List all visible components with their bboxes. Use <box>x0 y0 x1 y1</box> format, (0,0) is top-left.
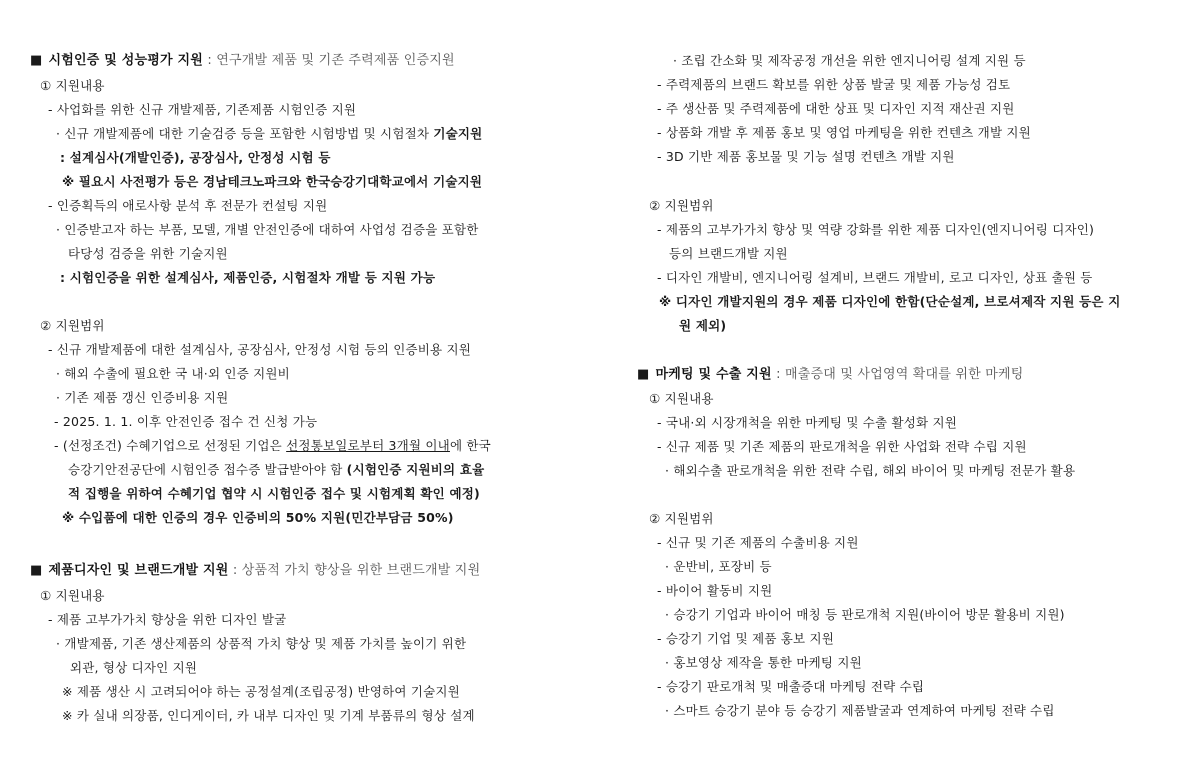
list-item: · 조립 간소화 및 제작공정 개선을 위한 엔지니어링 설계 지원 등 <box>673 53 1026 68</box>
list-item: - 바이어 활동비 지원 <box>657 583 773 598</box>
list-item: - 신규 및 기존 제품의 수출비용 지원 <box>657 535 859 550</box>
subheading-support-scope: ② 지원범위 <box>649 511 714 526</box>
list-item: 적 집행을 위하여 수혜기업 협약 시 시험인증 접수 및 시험계획 확인 예정) <box>68 486 480 501</box>
list-item: - 사업화를 위한 신규 개발제품, 기존제품 시험인증 지원 <box>48 102 357 117</box>
note-item: ※ 수입품에 대한 인증의 경우 인증비의 50% 지원(민간부담금 50%) <box>62 510 454 525</box>
subheading-support-content: ① 지원내용 <box>649 391 714 406</box>
list-item: - 인증획득의 애로사항 분석 후 전문가 컨설팅 지원 <box>48 198 328 213</box>
section-title: 제품디자인 및 브랜드개발 지원 <box>48 563 229 578</box>
section-title: 마케팅 및 수출 지원 <box>655 367 772 382</box>
section-heading-design <box>30 563 480 579</box>
list-item: · 해외수출 판로개척을 위한 전략 수립, 해외 바이어 및 마케팅 전문가 활용 <box>665 463 1076 478</box>
list-item: - 신규 개발제품에 대한 설계심사, 공장심사, 안정성 시험 등의 인증비용 지원 <box>48 342 472 357</box>
list-item: - 주력제품의 브랜드 확보를 위한 상품 발굴 및 제품 가능성 검토 <box>657 77 1011 92</box>
list-item: - 2025. 1. 1. 이후 안전인증 접수 건 신청 가능 <box>54 414 318 429</box>
subheading-support-content: ① 지원내용 <box>40 588 105 603</box>
note-item: ※ 제품 생산 시 고려되어야 하는 공정설계(조립공정) 반영하여 기술지원 <box>62 684 460 699</box>
list-item: · 홍보영상 제작을 통한 마케팅 지원 <box>665 655 862 670</box>
section-bullet: ■ <box>30 563 43 578</box>
text-span: 승강기안전공단에 시험인증 접수증 발급받아야 함 <box>68 462 347 477</box>
section-bullet: ■ <box>30 53 43 68</box>
list-item: · 개발제품, 기존 생산제품의 상품적 가치 향상 및 제품 가치를 높이기 위한 <box>56 636 467 651</box>
list-item <box>68 462 484 478</box>
text-span: - (선정조건) 수혜기업으로 선정된 기업은 <box>54 438 287 453</box>
list-item: - 제품의 고부가가치 향상 및 역량 강화를 위한 제품 디자인(엔지니어링 디자인) <box>657 222 1095 237</box>
list-item: 타당성 검증을 위한 기술지원 <box>68 246 228 261</box>
list-item: · 승강기 기업과 바이어 매칭 등 판로개척 지원(바이어 방문 활용비 지원) <box>665 607 1065 622</box>
list-item: : 시험인증을 위한 설계심사, 제품인증, 시험절차 개발 등 지원 가능 <box>60 270 436 285</box>
list-item: · 기존 제품 갱신 인증비용 지원 <box>56 390 229 405</box>
section-heading-certification <box>30 53 455 69</box>
section-bullet: ■ <box>637 367 650 382</box>
list-item: - 국내·외 시장개척을 위한 마케팅 및 수출 활성화 지원 <box>657 415 958 430</box>
list-item: - 제품 고부가가치 향상을 위한 디자인 발굴 <box>48 612 287 627</box>
list-item: - 상품화 개발 후 제품 홍보 및 영업 마케팅을 위한 컨텐츠 개발 지원 <box>657 125 1031 140</box>
list-item: · 인증받고자 하는 부품, 모델, 개별 안전인증에 대하여 사업성 검증을 포함한 <box>56 222 479 237</box>
list-item: · 스마트 승강기 분야 등 승강기 제품발굴과 연계하여 마케팅 전략 수립 <box>665 703 1055 718</box>
list-item: - 승강기 기업 및 제품 홍보 지원 <box>657 631 835 646</box>
list-item <box>54 438 491 454</box>
underlined-text: 선정통보일로부터 3개월 이내 <box>286 438 450 453</box>
text-span: 에 한국 <box>449 438 491 453</box>
subheading-support-content: ① 지원내용 <box>40 78 105 93</box>
list-item: - 신규 제품 및 기존 제품의 판로개척을 위한 사업화 전략 수립 지원 <box>657 439 1027 454</box>
list-item: - 승강기 판로개척 및 매출증대 마케팅 전략 수립 <box>657 679 925 694</box>
note-item: ※ 디자인 개발지원의 경우 제품 디자인에 한함(단순설계, 브로셔제작 지원 등은 지 <box>659 294 1121 309</box>
section-heading-marketing <box>637 367 1024 383</box>
list-item: - 주 생산품 및 주력제품에 대한 상표 및 디자인 지적 재산권 지원 <box>657 101 1015 116</box>
list-item: · 운반비, 포장비 등 <box>665 559 772 574</box>
subheading-support-scope: ② 지원범위 <box>649 198 714 213</box>
list-item: 외관, 형상 디자인 지원 <box>70 660 198 675</box>
section-title: 시험인증 및 성능평가 지원 <box>48 53 204 68</box>
section-description: : 매출증대 및 사업영역 확대를 위한 마케팅 <box>771 367 1024 382</box>
bold-text: (시험인증 지원비의 효율 <box>346 462 485 477</box>
list-item: - 디자인 개발비, 엔지니어링 설계비, 브랜드 개발비, 로고 디자인, 상표 출원 등 <box>657 270 1093 285</box>
list-item: - 3D 기반 제품 홍보물 및 기능 설명 컨텐츠 개발 지원 <box>657 149 955 164</box>
list-item: 등의 브랜드개발 지원 <box>669 246 788 261</box>
note-item: ※ 카 실내 의장품, 인디게이터, 카 내부 디자인 및 기계 부품류의 형상 설계 <box>62 708 475 723</box>
subheading-support-scope: ② 지원범위 <box>40 318 105 333</box>
list-item: · 해외 수출에 필요한 국 내·외 인증 지원비 <box>56 366 290 381</box>
note-item: 원 제외) <box>679 318 727 333</box>
list-item: : 설계심사(개발인증), 공장심사, 안정성 시험 등 <box>60 150 331 165</box>
note-item: ※ 필요시 사전평가 등은 경남테크노파크와 한국승강기대학교에서 기술지원 <box>62 174 483 189</box>
bold-text: 기술지원 <box>433 126 483 141</box>
section-description: : 연구개발 제품 및 기존 주력제품 인증지원 <box>203 53 455 68</box>
section-description: : 상품적 가치 향상을 위한 브랜드개발 지원 <box>228 563 481 578</box>
text-span: · 신규 개발제품에 대한 기술검증 등을 포함한 시험방법 및 시험절차 <box>56 126 434 141</box>
list-item <box>56 126 482 142</box>
